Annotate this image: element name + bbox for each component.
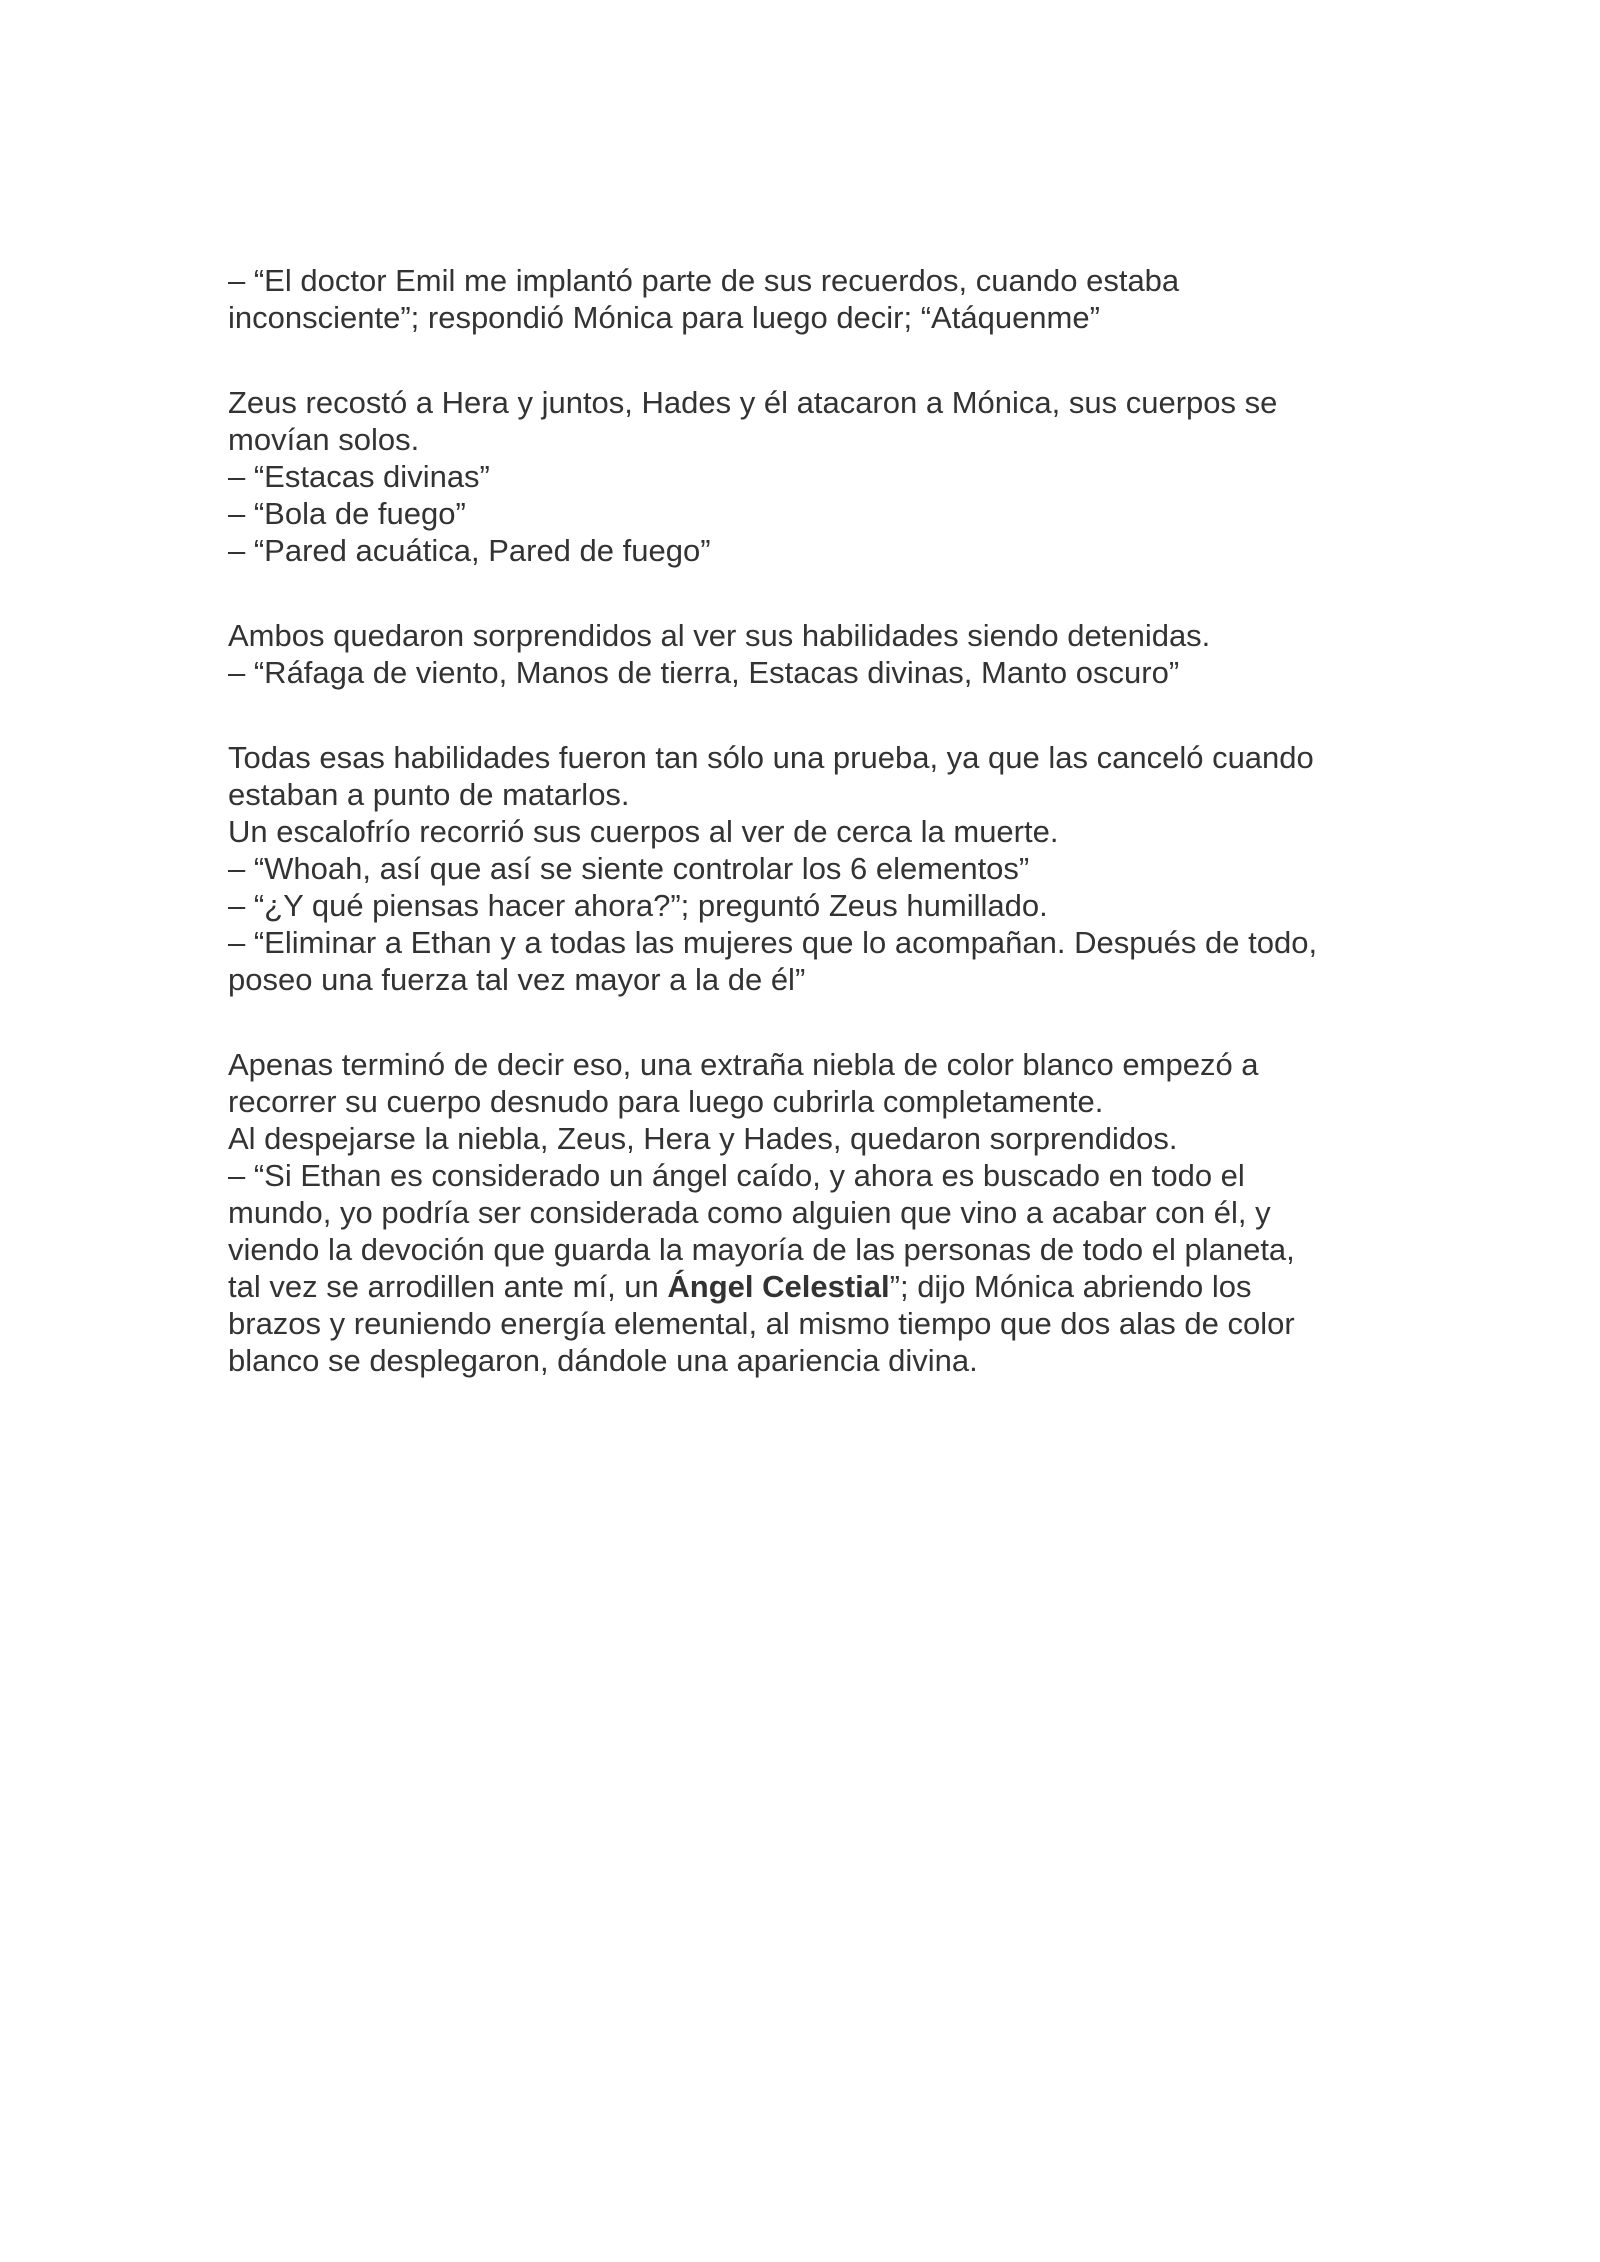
text-line: – “Si Ethan es considerado un ángel caído, y ahora es buscado en todo el xyxy=(228,1158,1245,1193)
text-line: movían solos. xyxy=(228,422,420,457)
paragraph-4 xyxy=(228,739,1418,998)
paragraph-3 xyxy=(228,617,1418,691)
text-line: Al despejarse la niebla, Zeus, Hera y Hades, quedaron sorprendidos. xyxy=(228,1121,1178,1156)
text-line: Un escalofrío recorrió sus cuerpos al ver de cerca la muerte. xyxy=(228,814,1059,849)
text-line: – “Pared acuática, Pared de fuego” xyxy=(228,533,711,568)
text-line: – “Eliminar a Ethan y a todas las mujeres que lo acompañan. Después de todo, xyxy=(228,925,1318,960)
text-line-with-bold xyxy=(228,1268,1418,1305)
text-fragment: ”; dijo Mónica abriendo los xyxy=(889,1269,1252,1304)
text-line: mundo, yo podría ser considerada como alguien que vino a acabar con él, y xyxy=(228,1195,1271,1230)
text-line: brazos y reuniendo energía elemental, al mismo tiempo que dos alas de color xyxy=(228,1306,1295,1341)
text-line: – “Ráfaga de viento, Manos de tierra, Estacas divinas, Manto oscuro” xyxy=(228,655,1180,690)
document-page xyxy=(228,262,1418,1427)
text-line: blanco se desplegaron, dándole una apariencia divina. xyxy=(228,1343,978,1378)
text-line: Todas esas habilidades fueron tan sólo una prueba, ya que las canceló cuando xyxy=(228,740,1314,775)
text-line: Zeus recostó a Hera y juntos, Hades y él atacaron a Mónica, sus cuerpos se xyxy=(228,385,1278,420)
text-line: recorrer su cuerpo desnudo para luego cubrirla completamente. xyxy=(228,1084,1104,1119)
paragraph-1 xyxy=(228,262,1418,336)
text-line: – “¿Y qué piensas hacer ahora?”; preguntó Zeus humillado. xyxy=(228,888,1048,923)
text-line: – “Bola de fuego” xyxy=(228,496,466,531)
paragraph-2 xyxy=(228,384,1418,569)
text-fragment: tal vez se arrodillen ante mí, un xyxy=(228,1269,668,1304)
text-line: – “El doctor Emil me implantó parte de sus recuerdos, cuando estaba xyxy=(228,263,1180,298)
text-line: poseo una fuerza tal vez mayor a la de él” xyxy=(228,962,806,997)
text-line: – “Whoah, así que así se siente controlar los 6 elementos” xyxy=(228,851,1030,886)
text-line: viendo la devoción que guarda la mayoría de las personas de todo el planeta, xyxy=(228,1232,1295,1267)
text-line: inconsciente”; respondió Mónica para luego decir; “Atáquenme” xyxy=(228,300,1100,335)
text-line: Ambos quedaron sorprendidos al ver sus habilidades siendo detenidas. xyxy=(228,618,1211,653)
text-line: estaban a punto de matarlos. xyxy=(228,777,630,812)
text-line: Apenas terminó de decir eso, una extraña niebla de color blanco empezó a xyxy=(228,1047,1259,1082)
bold-term: Ángel Celestial xyxy=(667,1269,890,1304)
text-line: – “Estacas divinas” xyxy=(228,459,490,494)
paragraph-5 xyxy=(228,1046,1418,1379)
